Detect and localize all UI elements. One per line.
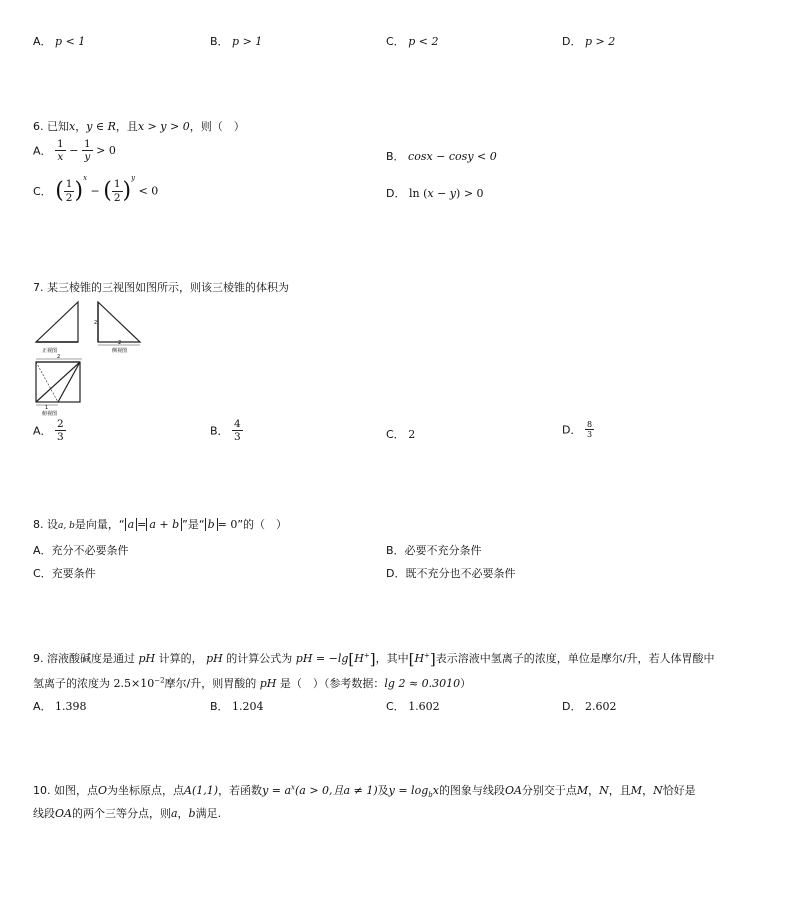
side-view-label: 侧视图 [112,348,128,354]
q9-stem-line2: 氢离子的浓度为 $2.5\times 10^{-2}$摩尔/升，则胃酸的 pH 是（ ）（参考数据：lg 2 ≈ 0.3010） [33,676,472,690]
top-one-label: 1 [45,405,49,411]
top-width-label: 2 [57,354,61,360]
q9-option-b[interactable]: B． 1.204 [210,700,264,713]
q6-stem: 6. 已知x，y ∈ R，且x > y > 0，则（ ） [33,120,245,133]
q9-option-c[interactable]: C． 1.602 [386,700,440,713]
front-view [36,302,78,354]
q5-option-a[interactable]: A． p < 1 [33,35,86,48]
q7-stem: 7. 某三棱锥的三视图如图所示，则该三棱锥的体积为 [33,281,289,294]
q7-option-d[interactable]: D． $\frac{8}{3}$ [562,420,593,440]
q8-option-d[interactable]: D．既不充分也不必要条件 [386,567,516,580]
q5-option-b[interactable]: B． p > 1 [210,35,263,48]
q5-option-c[interactable]: C． p < 2 [386,35,439,48]
three-view-diagram [30,296,170,418]
q8-option-c[interactable]: C．充要条件 [33,567,96,580]
top-view-label: 俯视图 [42,411,58,417]
q5-option-d[interactable]: D． p > 2 [562,35,616,48]
q10-stem-line2: 线段OA的两个三等分点，则a，b满足. [33,807,222,820]
q9-stem-line1: 9. 溶液酸碱度是通过 pH 计算的， pH 的计算公式为 pH = −lg[H+]，其中[H+]表示溶液中氢离子的浓度，单位是摩尔/升，若人体胃酸中 [33,650,715,668]
q8-option-b[interactable]: B．必要不充分条件 [386,544,482,557]
q6-option-b[interactable]: B． cosx − cosy < 0 [386,150,497,163]
q6-option-c[interactable]: C． ( $\frac{1}{2}$ )$^x$ − ( $\frac{1}{2}$ )$^y$ < 0 [33,174,159,204]
q8-option-a[interactable]: A．充分不必要条件 [33,544,129,557]
fraction: $\frac{1}{2}$ [65,178,73,204]
fraction: $\frac{1}{x}$ [57,138,64,164]
q6-option-a[interactable]: A． $\frac{1}{x}$ − $\frac{1}{y}$ > 0 [33,138,116,164]
fraction: $\frac{4}{3}$ [234,418,241,444]
q6-option-d[interactable]: D． ln (x − y) > 0 [386,187,484,200]
side-view [94,302,140,354]
fraction: $\frac{2}{3}$ [57,418,64,444]
q7-option-a[interactable]: A． $\frac{2}{3}$ [33,418,64,444]
q8-stem: 8. 设a, b是向量，“ a = a + b ”是“ b = 0”的（ ） [33,518,288,531]
q10-stem-line1: 10. 如图，点O为坐标原点，点A(1,1)，若函数$y = a^x(a > 0$,且a ≠ 1)及$y = \log_bx$的图象与线段OA分别交于点M，N，且M，N恰好是 [33,783,696,800]
side-height-label: 2 [94,320,98,326]
q9-option-a[interactable]: A． 1.398 [33,700,87,713]
fraction: $\frac{1}{2}$ [113,178,121,204]
side-width-label: 2 [118,340,122,346]
q7-option-b[interactable]: B． $\frac{4}{3}$ [210,418,241,444]
q9-option-d[interactable]: D． 2.602 [562,700,617,713]
fraction: $\frac{8}{3}$ [586,420,593,440]
front-view-label: 正视图 [42,348,58,354]
q7-option-c[interactable]: C． 2 [386,428,416,441]
fraction: $\frac{1}{y}$ [83,138,91,164]
top-view [36,354,82,417]
